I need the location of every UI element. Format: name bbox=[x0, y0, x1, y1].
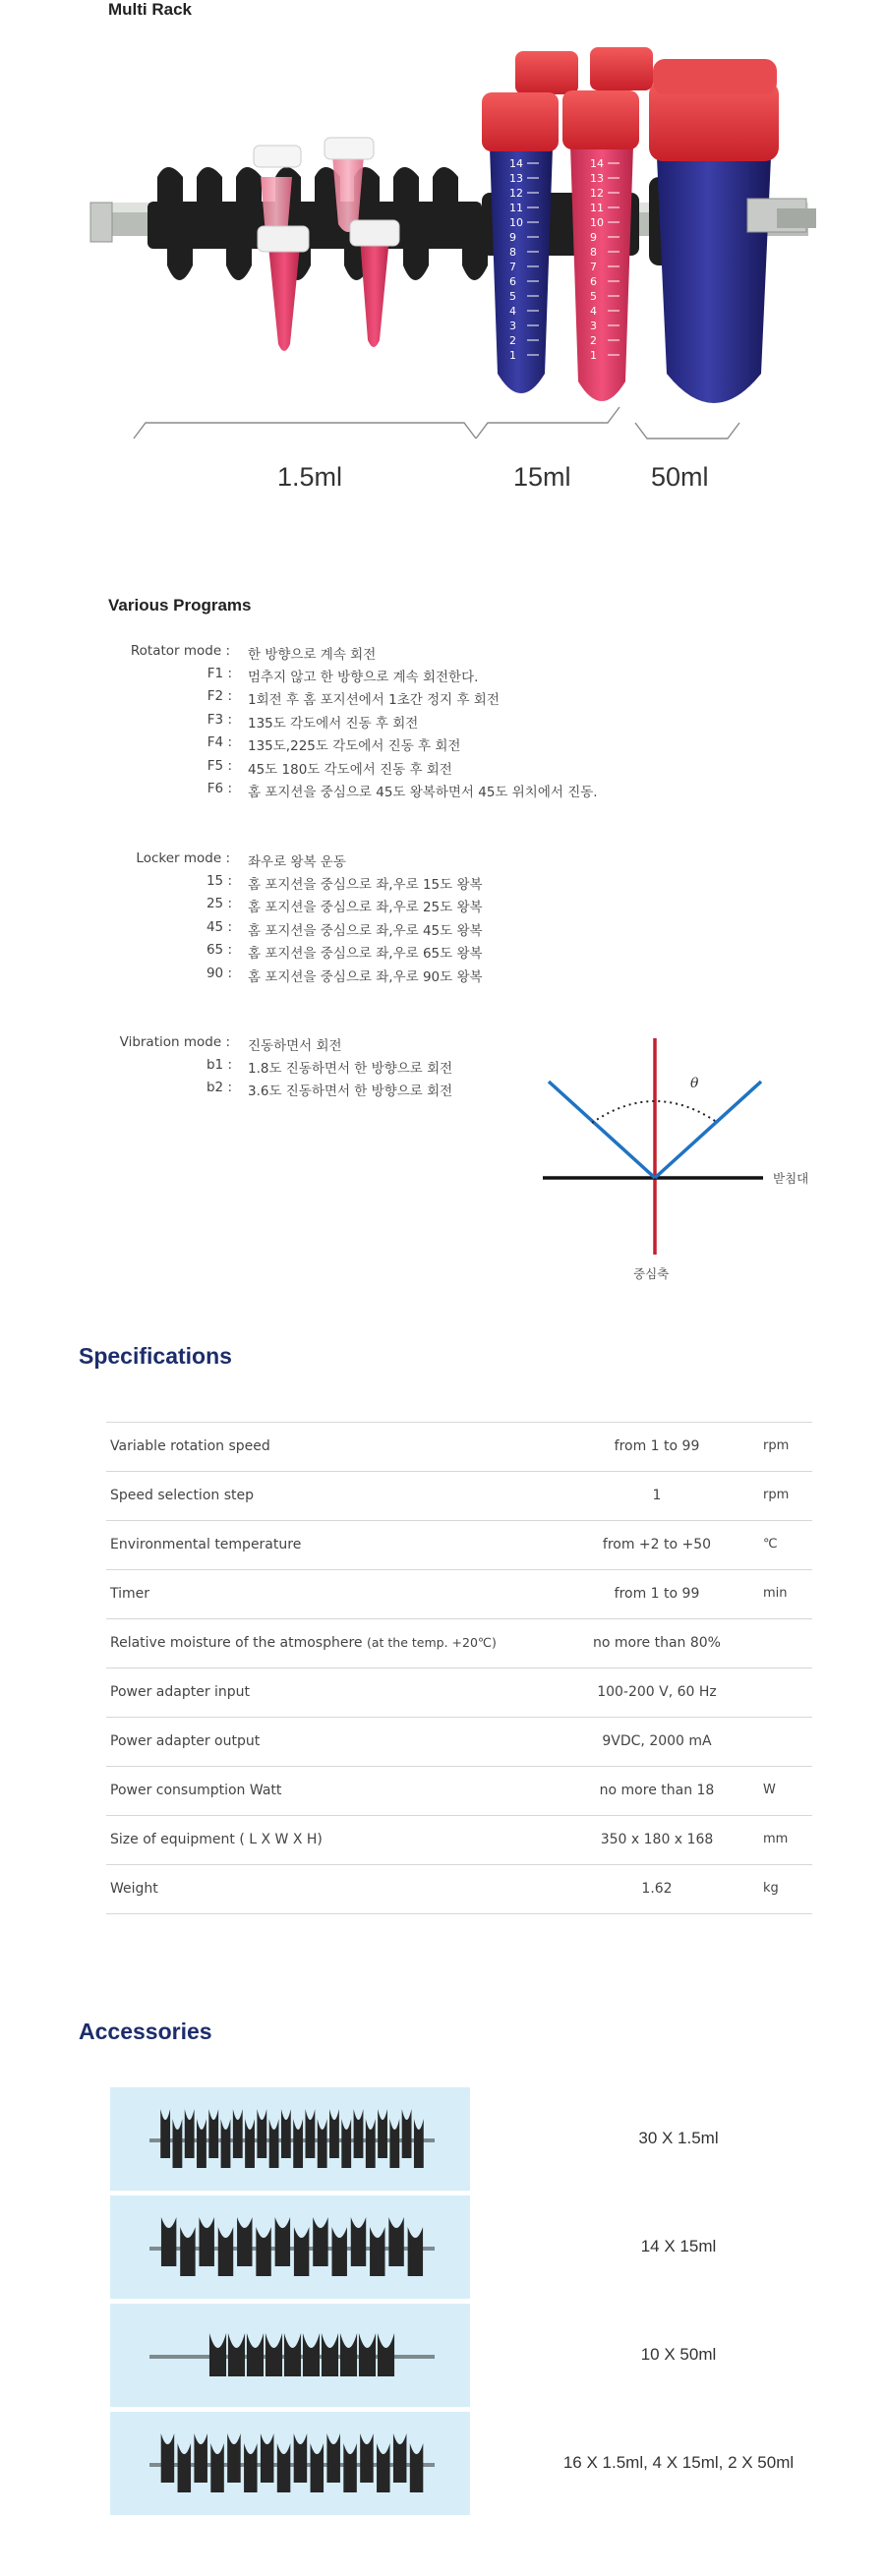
capacity-label-15ml: 15ml bbox=[513, 462, 571, 492]
spec-value: 9VDC, 2000 mA bbox=[602, 1733, 712, 1749]
tube-scale-mark: 14 bbox=[590, 157, 604, 170]
accessory-label: 30 X 1.5ml bbox=[638, 2129, 719, 2147]
multi-rack-photo bbox=[0, 29, 885, 462]
tube-scale-mark: 8 bbox=[509, 246, 516, 259]
spec-unit: ℃ bbox=[763, 1537, 778, 1551]
tube-scale-mark: 3 bbox=[590, 320, 597, 332]
multi-rack-title: Multi Rack bbox=[108, 0, 193, 19]
spec-row bbox=[106, 1865, 812, 1914]
program-description: 1회전 후 홈 포지션에서 1초간 정지 후 회전 bbox=[248, 692, 500, 709]
theta-symbol: θ bbox=[690, 1076, 699, 1091]
tube-scale-mark: 9 bbox=[509, 231, 516, 244]
tube-scale-mark: 2 bbox=[509, 334, 516, 347]
spec-value: 1 bbox=[652, 1488, 662, 1503]
programs-title: Various Programs bbox=[108, 596, 252, 615]
accessory-image bbox=[110, 2304, 470, 2407]
program-code: F6 : bbox=[206, 781, 232, 796]
spec-unit: min bbox=[763, 1586, 788, 1601]
tube-scale-mark: 6 bbox=[509, 275, 516, 288]
spec-row bbox=[106, 1669, 812, 1718]
spec-value: 350 x 180 x 168 bbox=[600, 1832, 714, 1847]
tube-scale-mark: 11 bbox=[509, 202, 523, 214]
program-code: 15 : bbox=[206, 873, 232, 889]
program-code: F1 : bbox=[206, 666, 232, 681]
spec-row bbox=[106, 1718, 812, 1767]
spec-value: from +2 to +50 bbox=[602, 1537, 712, 1552]
tube-cap bbox=[515, 51, 578, 94]
spec-note: (at the temp. +20℃) bbox=[367, 1635, 497, 1650]
spec-row bbox=[106, 1619, 812, 1669]
tube-scale-mark: 7 bbox=[590, 261, 597, 273]
accessory-label: 10 X 50ml bbox=[640, 2345, 717, 2364]
spec-unit: mm bbox=[763, 1832, 789, 1846]
program-code: 65 : bbox=[206, 942, 232, 959]
spec-name: Power adapter output bbox=[110, 1733, 261, 1749]
rack-clips-small bbox=[148, 167, 488, 280]
program-code: F2 : bbox=[206, 688, 232, 705]
spec-unit: kg bbox=[763, 1881, 779, 1896]
program-description: 홈 포지션을 중심으로 좌,우로 65도 왕복 bbox=[248, 946, 483, 963]
tube-scale-mark: 9 bbox=[590, 231, 597, 244]
accessories-title: Accessories bbox=[79, 2019, 212, 2044]
rotator-mode-desc: 한 방향으로 계속 회전 bbox=[248, 647, 377, 663]
tube-scale-mark: 13 bbox=[590, 172, 604, 185]
program-description: 홈 포지션을 중심으로 좌,우로 25도 왕복 bbox=[248, 900, 483, 916]
conical-tube-15ml-red bbox=[562, 90, 639, 401]
rotator-mode-label: Rotator mode : bbox=[130, 643, 230, 659]
vibration-mode-desc: 진동하면서 회전 bbox=[248, 1038, 342, 1054]
microtube bbox=[350, 220, 399, 347]
spec-value: 100-200 V, 60 Hz bbox=[597, 1684, 717, 1700]
base-label: 받침대 bbox=[773, 1171, 809, 1186]
spec-name: Variable rotation speed bbox=[110, 1438, 270, 1454]
accessory-image bbox=[110, 2412, 470, 2515]
microtube bbox=[258, 226, 309, 351]
program-code: b2 : bbox=[206, 1080, 232, 1096]
spec-value: from 1 to 99 bbox=[614, 1586, 700, 1602]
capacity-label-1-5ml: 1.5ml bbox=[277, 462, 343, 492]
axis-label: 중심축 bbox=[633, 1266, 670, 1281]
spec-name: Environmental temperature bbox=[110, 1537, 302, 1552]
tube-scale-mark: 10 bbox=[509, 216, 523, 229]
tube-scale-mark: 14 bbox=[509, 157, 523, 170]
conical-tube-15ml-blue bbox=[482, 92, 559, 393]
program-code: F5 : bbox=[206, 757, 232, 774]
locker-mode-desc: 좌우로 왕복 운동 bbox=[248, 854, 346, 870]
bracket-15ml bbox=[476, 407, 620, 439]
spec-row bbox=[106, 1423, 812, 1472]
spec-name: Relative moisture of the atmosphere (at the temp. +20℃) bbox=[110, 1635, 497, 1651]
spec-value: no more than 80% bbox=[593, 1635, 721, 1651]
arm-left-line bbox=[549, 1082, 655, 1178]
tube-scale-mark: 12 bbox=[509, 187, 523, 200]
tube-cap bbox=[590, 47, 653, 90]
spec-name: Speed selection step bbox=[110, 1488, 254, 1503]
tube-scale-mark: 6 bbox=[590, 275, 597, 288]
bracket-1-5ml bbox=[134, 423, 476, 439]
spec-row bbox=[106, 1816, 812, 1865]
spec-row bbox=[106, 1570, 812, 1619]
tube-scale-mark: 11 bbox=[590, 202, 604, 214]
spec-unit: rpm bbox=[763, 1438, 790, 1453]
tube-scale-mark: 1 bbox=[590, 349, 597, 362]
program-description: 홈 포지션을 중심으로 45도 왕복하면서 45도 위치에서 진동. bbox=[248, 785, 598, 800]
program-description: 135도 각도에서 진동 후 회전 bbox=[248, 715, 419, 732]
program-description: 45도 180도 각도에서 진동 후 회전 bbox=[248, 761, 452, 778]
tube-scale-mark: 12 bbox=[590, 187, 604, 200]
tube-scale-mark: 5 bbox=[509, 290, 516, 303]
capacity-label-50ml: 50ml bbox=[651, 462, 709, 492]
spec-row bbox=[106, 1521, 812, 1570]
spec-name: Weight bbox=[110, 1881, 158, 1897]
spec-name: Power consumption Watt bbox=[110, 1783, 282, 1798]
spec-name: Timer bbox=[110, 1586, 150, 1602]
tube-scale-mark: 7 bbox=[509, 261, 516, 273]
spec-row bbox=[106, 1472, 812, 1521]
tube-scale-mark: 2 bbox=[590, 334, 597, 347]
program-description: 멈추지 않고 한 방향으로 계속 회전한다. bbox=[248, 670, 479, 685]
spec-name: Size of equipment ( L X W X H) bbox=[110, 1832, 323, 1847]
tube-scale-mark: 10 bbox=[590, 216, 604, 229]
program-code: 45 : bbox=[206, 918, 232, 935]
program-description: 홈 포지션을 중심으로 좌,우로 90도 왕복 bbox=[248, 968, 483, 985]
bracket-50ml bbox=[635, 423, 739, 439]
tube-scale-mark: 5 bbox=[590, 290, 597, 303]
spec-value: from 1 to 99 bbox=[614, 1438, 700, 1454]
tube-scale-mark: 1 bbox=[509, 349, 516, 362]
program-description: 135도,225도 각도에서 진동 후 회전 bbox=[248, 738, 461, 755]
vibration-angle-diagram bbox=[531, 1030, 826, 1288]
spec-row bbox=[106, 1767, 812, 1816]
program-code: F3 : bbox=[206, 711, 232, 728]
program-description: 1.8도 진동하면서 한 방향으로 회전 bbox=[248, 1061, 453, 1077]
program-description: 홈 포지션을 중심으로 좌,우로 15도 왕복 bbox=[248, 877, 483, 893]
program-code: 90 : bbox=[206, 965, 232, 981]
spec-value: 1.62 bbox=[641, 1881, 673, 1897]
accessory-label: 14 X 15ml bbox=[640, 2237, 717, 2255]
tube-scale-mark: 8 bbox=[590, 246, 597, 259]
spec-value: no more than 18 bbox=[599, 1783, 715, 1798]
tube-scale-mark: 3 bbox=[509, 320, 516, 332]
accessory-label: 16 X 1.5ml, 4 X 15ml, 2 X 50ml bbox=[562, 2453, 795, 2472]
vibration-mode-label: Vibration mode : bbox=[119, 1034, 230, 1050]
spec-unit: W bbox=[763, 1783, 776, 1797]
spec-unit: rpm bbox=[763, 1488, 790, 1502]
spec-name: Power adapter input bbox=[110, 1684, 251, 1700]
program-description: 3.6도 진동하면서 한 방향으로 회전 bbox=[248, 1083, 453, 1100]
locker-mode-label: Locker mode : bbox=[136, 850, 230, 866]
tube-scale-mark: 4 bbox=[509, 305, 516, 318]
program-code: F4 : bbox=[206, 734, 232, 751]
accessory-image bbox=[110, 2195, 470, 2299]
tube-scale-mark: 4 bbox=[590, 305, 597, 318]
accessory-image bbox=[110, 2087, 470, 2191]
program-code: b1 : bbox=[206, 1057, 232, 1073]
tube-scale-mark: 13 bbox=[509, 172, 523, 185]
arm-right-line bbox=[655, 1082, 761, 1178]
program-description: 홈 포지션을 중심으로 좌,우로 45도 왕복 bbox=[248, 922, 483, 939]
specifications-title: Specifications bbox=[79, 1343, 232, 1369]
program-code: 25 : bbox=[206, 896, 232, 912]
